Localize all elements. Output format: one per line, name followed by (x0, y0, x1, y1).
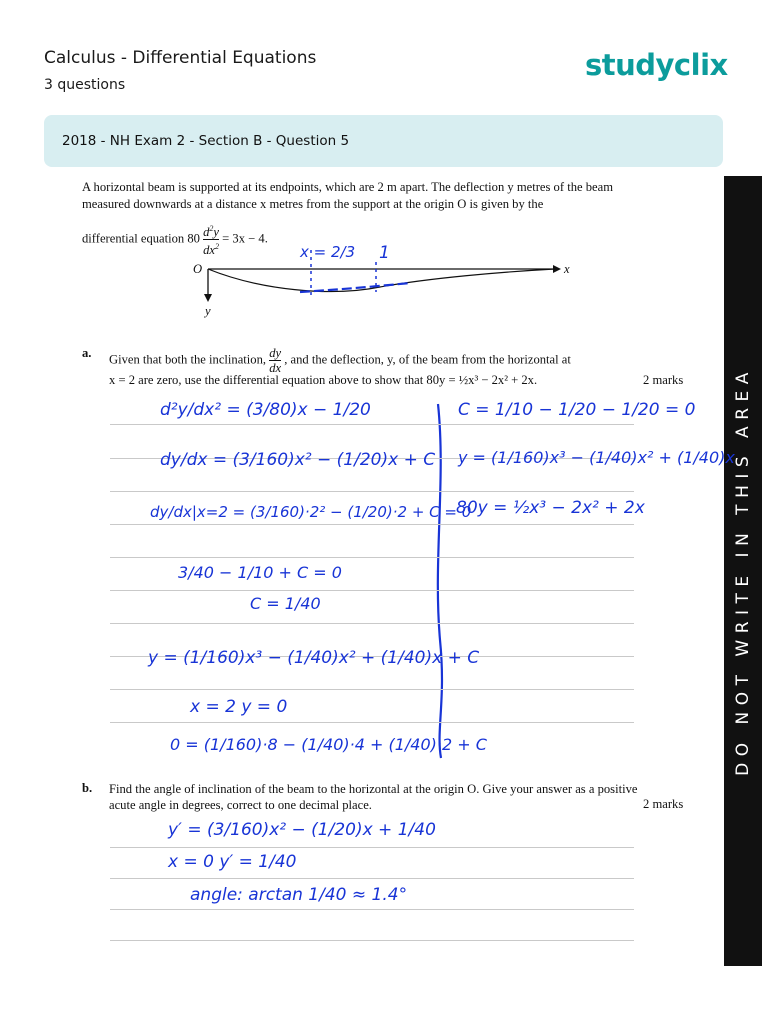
working-line: angle: arctan 1/40 ≈ 1.4° (190, 885, 408, 905)
note-two-thirds: x = 2/3 (300, 243, 356, 261)
working-line: y′ = (3/160)x² − (1/20)x + 1/40 (168, 820, 436, 840)
origin-label: O (193, 262, 203, 276)
working-line: x = 2 y = 0 (190, 697, 288, 717)
working-line: dy/dx = (3/160)x² − (1/20)x + C (160, 450, 436, 470)
working-line: C = 1/10 − 1/20 − 1/20 = 0 (458, 400, 696, 420)
ruled-line (110, 847, 634, 848)
part-a-text-before: Given that both the inclination, (109, 352, 267, 367)
y-axis-label: y (205, 304, 211, 318)
part-a-marks: 2 marks (643, 373, 684, 387)
part-a-text (109, 346, 571, 375)
diffeq-rhs: = 3x − 4. (222, 231, 268, 246)
working-line: d²y/dx² = (3/80)x − 1/20 (160, 400, 371, 420)
question-label: 2018 - NH Exam 2 - Section B - Question 5 (62, 133, 350, 149)
working-line: y = (1/160)x³ − (1/40)x² + (1/40)x + C (148, 648, 480, 668)
ruled-line (110, 491, 634, 492)
part-a-text-line2: x = 2 are zero, use the differential equation above to show that 80y = ½x³ − 2x² + 2x. (109, 373, 538, 387)
inclination-fraction: $\frac{dy}{dx}$ (269, 346, 282, 375)
problem-intro: A horizontal beam is supported at its endpoints, which are 2 m apart. The deflection y metres of the beam measured downwards at a distance x metres from the support at the origin O is given by the (82, 180, 614, 211)
ruled-line (110, 524, 634, 525)
ruled-line (110, 424, 634, 425)
diffeq-prefix: differential equation 80 (82, 231, 200, 246)
diffeq-fraction: $\frac{d^2y}{dx^2}$ (203, 224, 220, 258)
note-one: 1 (379, 243, 390, 263)
ruled-line (110, 909, 634, 910)
x-axis-label: x (564, 262, 570, 276)
part-b-letter: b. (82, 781, 93, 795)
ruled-line (110, 940, 634, 941)
working-line: x = 0 y′ = 1/40 (168, 852, 297, 872)
part-b-marks: 2 marks (643, 797, 684, 811)
working-line: 80y = ½x³ − 2x² + 2x (456, 498, 645, 518)
part-a-text-after: , and the deflection, y, of the beam from the horizontal at (284, 352, 571, 367)
ruled-line (110, 689, 634, 690)
ruled-line (110, 557, 634, 558)
brand-logo[interactable]: studyclix (585, 48, 728, 82)
ruled-line (110, 623, 634, 624)
ruled-line (110, 590, 634, 591)
working-line: 0 = (1/160)·8 − (1/40)·4 + (1/40)·2 + C (170, 735, 487, 754)
ruled-line (110, 722, 634, 723)
part-a-letter: a. (82, 346, 92, 360)
question-count: 3 questions (44, 77, 126, 93)
part-b-text: Find the angle of inclination of the beam to the horizontal at the origin O. Give your answer as a positive acute angle in degrees, correct to one decimal place. (109, 782, 638, 812)
working-line: 3/40 − 1/10 + C = 0 (178, 563, 342, 582)
working-line: y = (1/160)x³ − (1/40)x² + (1/40)x (458, 448, 735, 467)
working-line: C = 1/40 (250, 594, 321, 613)
working-line: dy/dx|x=2 = (3/160)·2² − (1/20)·2 + C = 0 (150, 503, 472, 521)
ruled-line (110, 878, 634, 879)
page-title: Calculus - Differential Equations (44, 48, 317, 68)
side-banner-text: DO NOT WRITE IN THIS AREA (733, 366, 753, 776)
